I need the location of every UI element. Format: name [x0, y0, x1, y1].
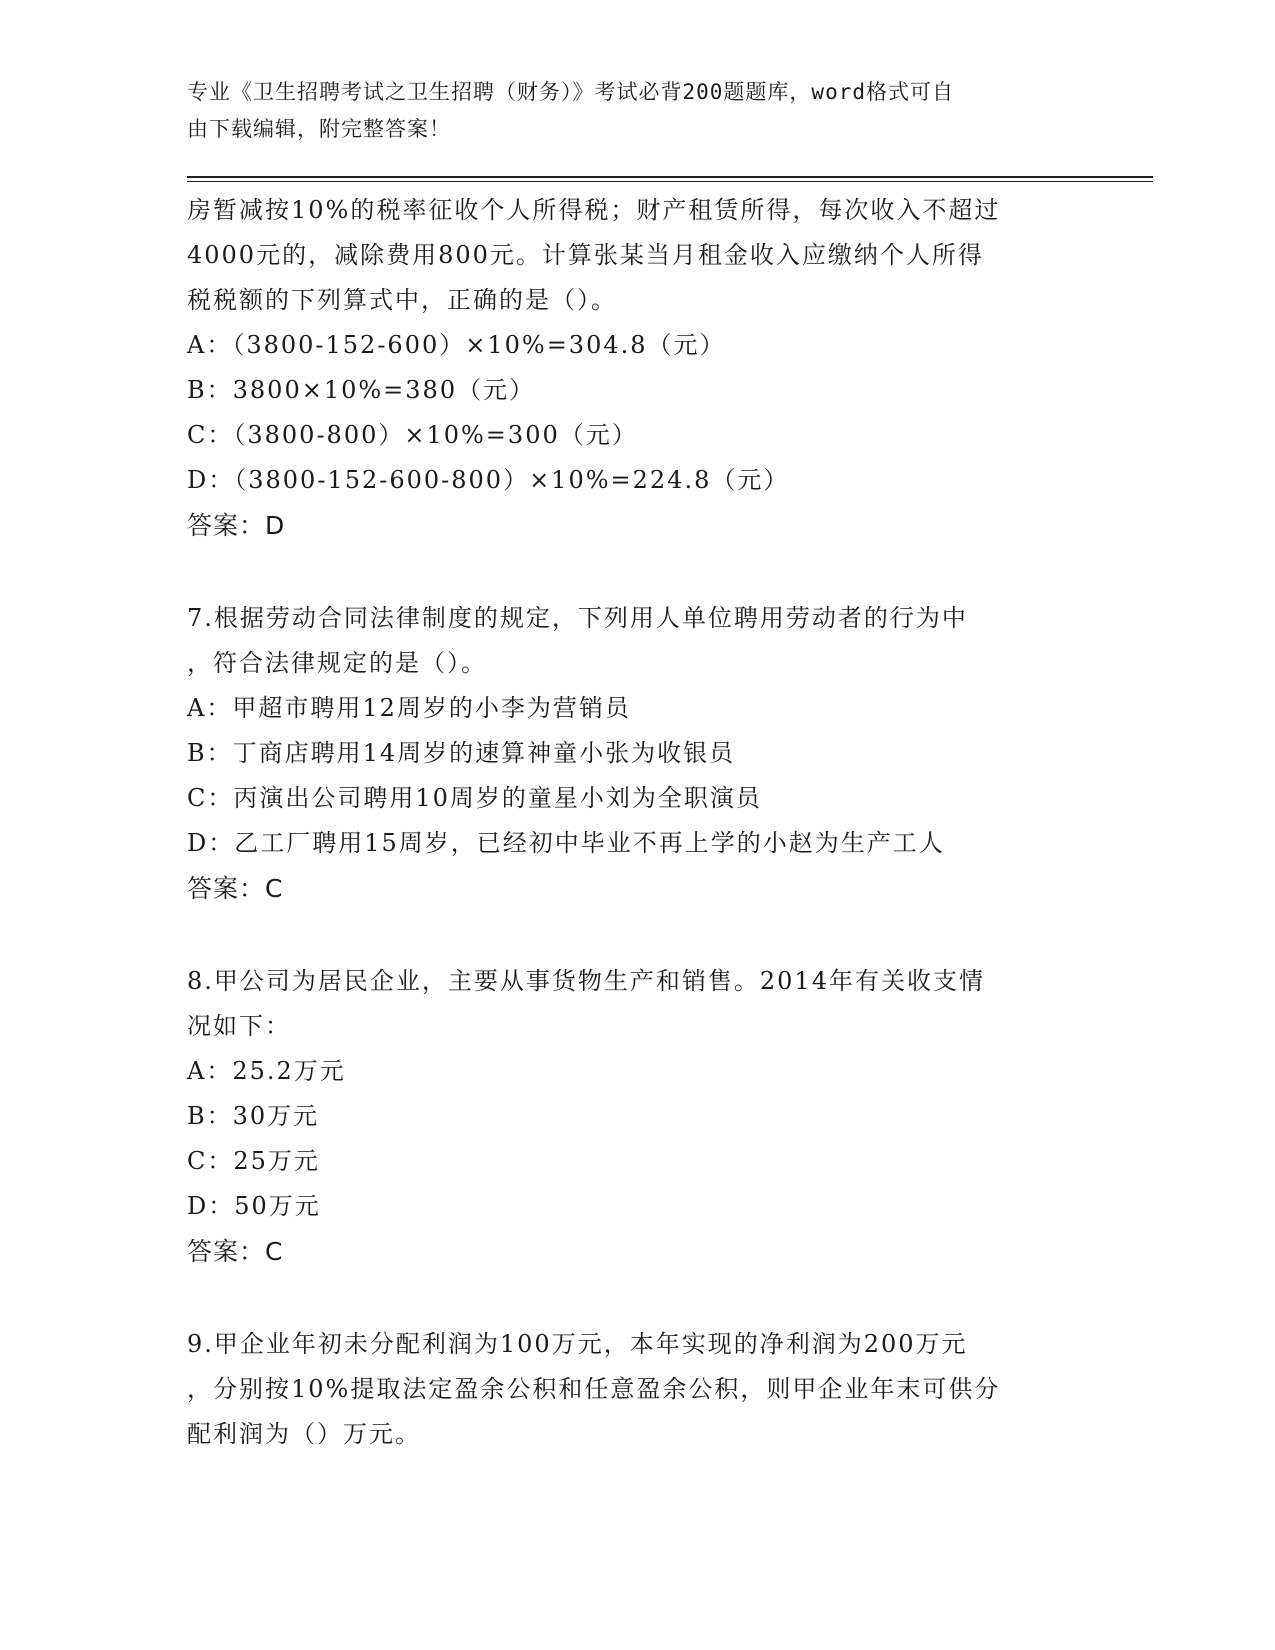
question-9 [187, 1322, 1087, 1457]
option-d: D：50万元 [187, 1192, 321, 1220]
question-7 [187, 596, 1087, 911]
question-text-line: ，分别按10%提取法定盈余公积和任意盈余公积，则甲企业年末可供分 [187, 1375, 1001, 1403]
answer-label: 答案：C [187, 874, 284, 903]
answer-label: 答案：C [187, 1237, 284, 1266]
option-c: C：（3800-800）×10%=300（元） [187, 421, 638, 449]
header-divider [187, 176, 1153, 178]
option-a: A：（3800-152-600）×10%=304.8（元） [187, 331, 726, 359]
question-8 [187, 959, 1087, 1274]
option-b: B：丁商店聘用14周岁的速算神童小张为收银员 [187, 739, 736, 767]
document-body [187, 188, 1087, 1457]
option-b: B：3800×10%=380（元） [187, 376, 536, 404]
option-b: B：30万元 [187, 1102, 320, 1130]
question-text-line: 7.根据劳动合同法律制度的规定，下列用人单位聘用劳动者的行为中 [187, 604, 968, 632]
question-6 [187, 188, 1087, 548]
option-c: C：丙演出公司聘用10周岁的童星小刘为全职演员 [187, 784, 762, 812]
question-text-line: 房暂减按10%的税率征收个人所得税；财产租赁所得，每次收入不超过 [187, 196, 1001, 224]
header-title-line-1: 专业《卫生招聘考试之卫生招聘（财务）》考试必背200题题库，word格式可自 [187, 80, 954, 104]
header-divider-thin [187, 181, 1153, 182]
spacer [187, 911, 1087, 959]
question-text-line: 配利润为（）万元。 [187, 1420, 421, 1448]
option-d: D：（3800-152-600-800）×10%=224.8（元） [187, 466, 790, 494]
question-text-line: 4000元的，减除费用800元。计算张某当月租金收入应缴纳个人所得 [187, 241, 984, 269]
document-header [187, 74, 1067, 148]
option-a: A：25.2万元 [187, 1057, 346, 1085]
question-text-line: 9.甲企业年初未分配利润为100万元，本年实现的净利润为200万元 [187, 1330, 968, 1358]
option-c: C：25万元 [187, 1147, 320, 1175]
question-text-line: 8.甲公司为居民企业，主要从事货物生产和销售。2014年有关收支情 [187, 967, 985, 995]
question-text-line: ，符合法律规定的是（）。 [187, 649, 487, 677]
spacer [187, 548, 1087, 596]
header-title-line-2: 由下载编辑，附完整答案！ [187, 117, 451, 141]
question-text-line: 况如下： [187, 1012, 291, 1040]
question-text-line: 税税额的下列算式中，正确的是（）。 [187, 286, 617, 314]
answer-label: 答案：D [187, 511, 286, 540]
spacer [187, 1274, 1087, 1322]
option-a: A：甲超市聘用12周岁的小李为营销员 [187, 694, 631, 722]
option-d: D：乙工厂聘用15周岁，已经初中毕业不再上学的小赵为生产工人 [187, 829, 945, 857]
